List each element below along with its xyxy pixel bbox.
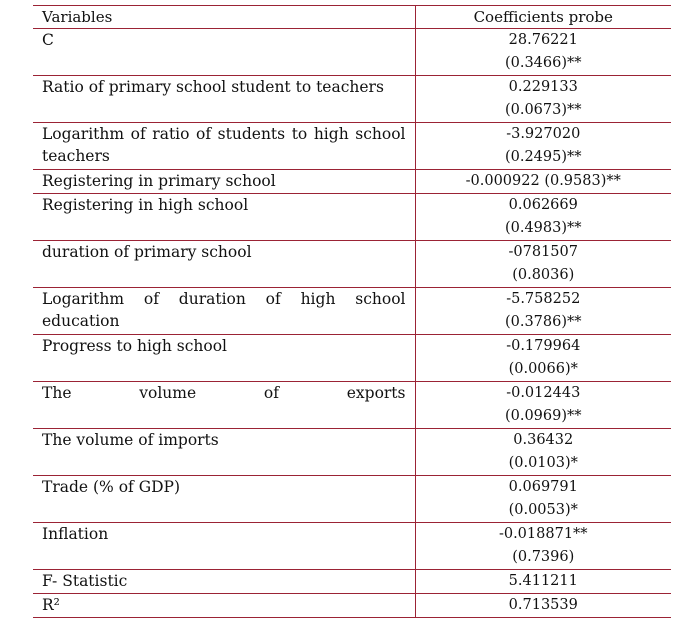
table-row: [33, 76, 671, 123]
coefficient-value: 0.229133: [508, 79, 578, 95]
coefficient-value: -3.927020: [506, 126, 581, 142]
p-value: (0.7396): [512, 549, 575, 565]
p-value: (0.4983)**: [504, 220, 582, 236]
coefficient-value: 0.36432: [513, 432, 574, 448]
header-row: [33, 6, 671, 29]
p-value: (0.0103)*: [508, 455, 578, 471]
coefficient-cell: [415, 241, 671, 288]
regression-table: [33, 5, 671, 618]
coefficient-cell: [415, 76, 671, 123]
variable-cell: The volume of imports: [33, 429, 415, 476]
variables-header: Variables: [33, 6, 415, 29]
coefficient-cell: [415, 335, 671, 382]
coefficient-cell: [415, 194, 671, 241]
variable-cell: Registering in high school: [33, 194, 415, 241]
variable-cell: Trade (% of GDP): [33, 476, 415, 523]
variable-cell: duration of primary school: [33, 241, 415, 288]
table-row: [33, 335, 671, 382]
table-row: [33, 241, 671, 288]
table-row: [33, 476, 671, 523]
coefficient-cell: [415, 123, 671, 170]
coefficient-cell: [415, 476, 671, 523]
p-value: (0.0066)*: [508, 361, 578, 377]
coefficient-value: 0.062669: [508, 197, 578, 213]
variable-cell: F- Statistic: [33, 570, 415, 594]
variable-cell: Logarithm of duration of high school education: [33, 288, 415, 335]
coefficient-cell: [415, 29, 671, 76]
coefficient-value: -0.012443: [506, 385, 581, 401]
coefficient-cell: -0.000922 (0.9583)**: [415, 170, 671, 194]
p-value: (0.3786)**: [504, 314, 582, 330]
coefficient-value: -0781507: [508, 244, 578, 260]
p-value: (0.0969)**: [504, 408, 582, 424]
coefficient-cell: [415, 523, 671, 570]
coefficient-cell: [415, 382, 671, 429]
variable-cell: The volume of exports: [33, 382, 415, 429]
coefficient-cell: [415, 288, 671, 335]
variable-cell: R²: [33, 594, 415, 618]
p-value: (0.8036): [512, 267, 575, 283]
table-row: [33, 194, 671, 241]
coefficient-value: -0.018871**: [498, 526, 588, 542]
p-value: (0.2495)**: [504, 149, 582, 165]
table-row: [33, 594, 671, 618]
variable-cell: Inflation: [33, 523, 415, 570]
table-row: [33, 523, 671, 570]
p-value: (0.0053)*: [508, 502, 578, 518]
coefficient-value: -0.179964: [506, 338, 581, 354]
p-value: (0.0673)**: [504, 102, 582, 118]
table-row: [33, 288, 671, 335]
table-row: [33, 170, 671, 194]
table-row: [33, 429, 671, 476]
variable-cell: Progress to high school: [33, 335, 415, 382]
coefficient-value: 28.76221: [508, 32, 578, 48]
variable-cell: C: [33, 29, 415, 76]
coefficients-header: Coefficients probe: [415, 6, 671, 29]
table-row: [33, 123, 671, 170]
coefficient-cell: 0.713539: [415, 594, 671, 618]
variable-cell: Registering in primary school: [33, 170, 415, 194]
table-row: [33, 382, 671, 429]
coefficient-value: -5.758252: [506, 291, 581, 307]
variable-cell: Ratio of primary school student to teachers: [33, 76, 415, 123]
coefficient-cell: 5.411211: [415, 570, 671, 594]
coefficient-cell: [415, 429, 671, 476]
coefficient-value: 0.069791: [508, 479, 578, 495]
p-value: (0.3466)**: [504, 55, 582, 71]
variable-cell: Logarithm of ratio of students to high school teachers: [33, 123, 415, 170]
table-row: [33, 570, 671, 594]
table-row: [33, 29, 671, 76]
